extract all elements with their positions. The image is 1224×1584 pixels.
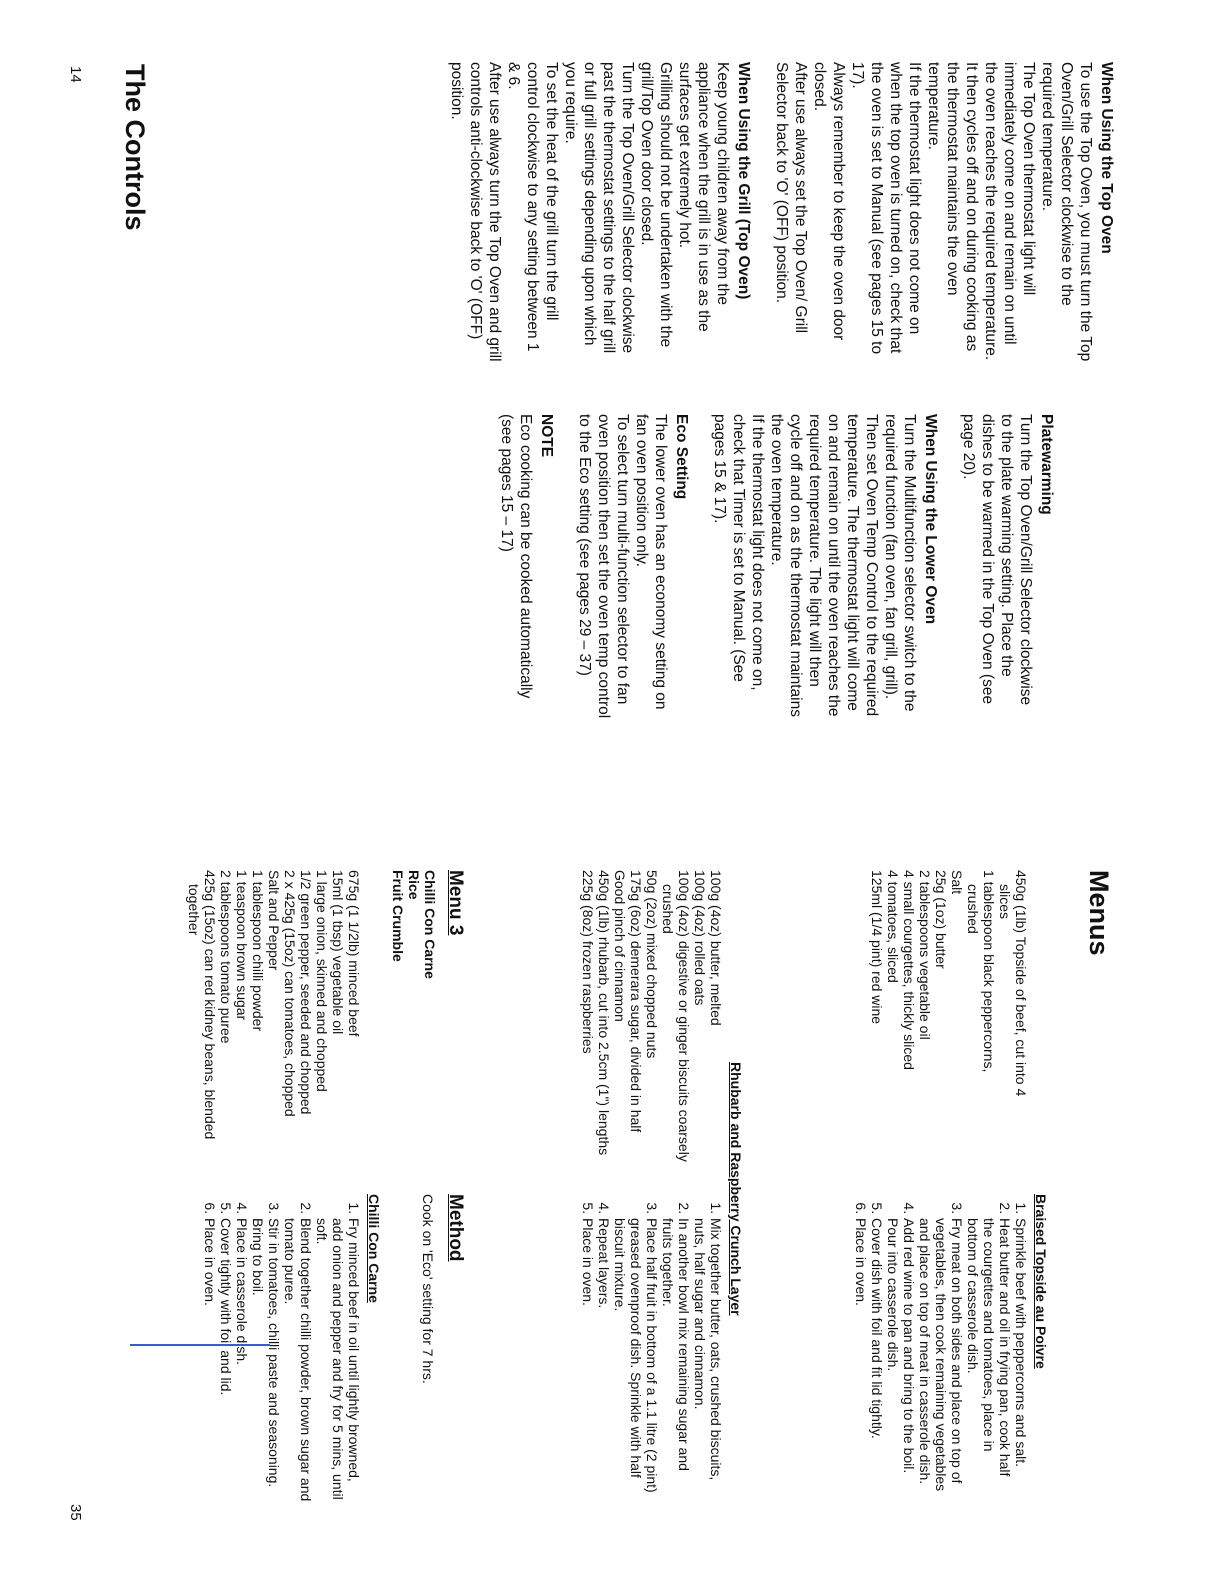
ingredient-item: 675g (1 1/2lb) minced beef (346, 870, 362, 1037)
ingredient-item: 2 tablespoons tomato puree (218, 870, 234, 1044)
paragraph: Eco cooking can be cooked automatically (see pages 15 – 17) (498, 414, 534, 699)
method-step: 2. Heat butter and oil in frying pan, cook half the courgettes and tomatoes, place in bottom of casserole dish. (965, 1218, 1013, 1494)
heading-top-oven: When Using the Top Oven (1098, 62, 1115, 254)
paragraph: Grilling should not be undertaken with the grill/Top Oven door closed. (638, 62, 674, 348)
recipe-heading-braised-topside: Braised Topside au Poivre (1033, 1194, 1049, 1369)
paragraph: Keep young children away from the appliance when the grill is in use as the surfaces get extremely hot. (676, 62, 731, 332)
method-step: 1. Fry minced beef in oil until lightly browned, add onion and pepper and fry for 5 mins, until soft. (314, 1218, 362, 1504)
paragraph: Turn the Top Oven/Grill Selector clockwise to the plate warming setting. Place the dishes to be warmed in the Top Oven (see page 20). (960, 414, 1034, 706)
paragraph: If the thermostat light does not come on when the top oven is turned on, check that the oven is set to Manual (see pages 15 to 17). (849, 62, 923, 355)
method-step: 4. Place in casserole dish. (234, 1218, 250, 1504)
paragraph: If the thermostat light does not come on, check that Timer is set to Manual. (See pages 15 & 17). (711, 414, 766, 691)
menu-item: Fruit Crumble (390, 870, 406, 962)
cook-instruction: Cook on 'Eco' setting for 7 hrs. (420, 1194, 436, 1384)
method-chilli (202, 1194, 362, 1504)
paragraph: Turn the Multifunction selector switch to the required function (fan oven, fan grill, grill). (882, 414, 918, 712)
heading-platewarming: Platewarming (1038, 414, 1055, 515)
ingredient-item: 1 tablespoon black peppercorns, crushed (965, 870, 997, 1073)
method-step: 5. Place in oven. (580, 1218, 596, 1494)
ingredient-item: 175g (6oz) demerara sugar, divided in half (628, 870, 644, 1133)
ingredient-item: 2 x 425g (15oz) can tomatoes, chopped (282, 870, 298, 1117)
page-title-menus: Menus (1084, 870, 1114, 956)
paragraph: After use always turn the Top Oven and grill controls anti-clockwise back to 'O' (OFF) position. (448, 62, 503, 362)
ingredient-item: 450g (1lb) rhubarb, cut into 2.5cm (1") lengths (596, 870, 612, 1156)
heading-note: NOTE (538, 414, 555, 458)
recipe-heading-rhubarb-crunch: Rhubarb and Raspberry Crunch Layer (728, 1062, 744, 1316)
ingredients-braised-topside (869, 870, 1029, 1118)
method-step: 3. Fry meat on both sides and place on top of vegetables, then cook remaining vegetables and place on top of meat in casserole dish. (917, 1218, 965, 1494)
ingredient-item: 125ml (1/4 pint) red wine (869, 870, 885, 1025)
paragraph: To select turn multi-function selector to fan oven position then set the oven temp control to the Eco setting (see pages 29 – 37) (576, 414, 631, 719)
controls-column-2 (497, 414, 1056, 719)
method-step: 5. Cover tightly with foil and lid. (218, 1218, 234, 1504)
ingredient-item: 4 small courgettes, thickly sliced (901, 870, 917, 1070)
method-step: 4. Repeat layers. (596, 1218, 612, 1494)
page-number: 14 (67, 66, 84, 83)
method-step: 2. Blend together chilli powder, brown sugar and tomato puree. (282, 1218, 314, 1504)
controls-column-1 (447, 62, 1116, 362)
ingredient-item: 2 tablespoons vegetable oil (917, 870, 933, 1040)
menu-3-items (390, 870, 438, 990)
paragraph: To use the Top Oven, you must turn the Top Oven/Grill Selector clockwise to the required temperature. (1039, 62, 1094, 362)
method-step: 5. Cover dish with foil and fit lid tightly. (869, 1218, 885, 1494)
method-step: 6. Place in oven. (853, 1218, 869, 1494)
edge-rule (130, 1344, 270, 1346)
method-heading: Method (445, 1194, 466, 1262)
paragraph: Always remember to keep the oven door closed. (811, 62, 847, 341)
ingredient-item: Good pinch of cinnamon (612, 870, 628, 1022)
method-step: 3. Stir in tomatoes, chilli paste and seasoning. Bring to boil. (250, 1218, 282, 1504)
method-step: 3. Place half fruit in bottom of a 1.1 litre (2 pint) greased ovenproof dish. Sprinkle with half biscuit mixture. (612, 1218, 660, 1494)
method-braised-topside (853, 1194, 1029, 1494)
ingredient-item: Salt (949, 870, 965, 895)
recipe-heading-chilli: Chilli Con Carne (366, 1194, 382, 1303)
ingredient-item: 1 tablespoon chilli powder (250, 870, 266, 1032)
ingredient-item: 1 large onion, skinned and chopped (314, 870, 330, 1092)
method-step: 2. In another bowl mix remaining sugar and fruits together. (660, 1218, 692, 1494)
method-rhubarb-crunch (580, 1194, 724, 1494)
ingredient-item: 1/2 green pepper, seeded and chopped (298, 870, 314, 1115)
heading-eco-setting: Eco Setting (673, 414, 690, 500)
paragraph: Turn the Top Oven/Grill Selector clockwise past the thermostat settings to the half grill or full grill settings depending upon which you require. (562, 62, 636, 354)
ingredient-item: 25g (1oz) butter (933, 870, 949, 969)
heading-lower-oven: When Using the Lower Oven (922, 414, 939, 625)
ingredient-item: 100g (4oz) digestive or ginger biscuits coarsely crushed (660, 870, 692, 1162)
method-step: 1. Mix together butter, oats, crushed biscuits, nuts, half sugar and cinnamon. (692, 1218, 724, 1494)
heading-grill: When Using the Grill (Top Oven) (735, 62, 752, 300)
ingredient-item: 50g (2oz) mixed chopped nuts (644, 870, 660, 1059)
page-number: 35 (67, 1504, 84, 1521)
menu-3-heading: Menu 3 (445, 870, 466, 936)
ingredients-rhubarb-crunch (580, 870, 724, 1170)
menu-item: Chilli Con Carne (422, 870, 438, 979)
method-step: 4. Add red wine to pan and bring to the boil. Pour into casserole dish. (885, 1218, 917, 1494)
ingredient-item: 450g (1lb) Topside of beef, cut into 4 slices (997, 870, 1029, 1097)
method-step: 1. Sprinkle beef with peppercorns and salt. (1013, 1218, 1029, 1494)
page-title-controls: The Controls (120, 64, 150, 231)
ingredient-item: 100g (4oz) rolled oats (692, 870, 708, 1006)
ingredient-item: 4 tomatoes, sliced (885, 870, 901, 983)
paragraph: After use always set the Top Oven/ Grill Selector back to 'O' (OFF) position. (773, 62, 809, 334)
ingredient-item: 1 teaspoon brown sugar (234, 870, 250, 1021)
paragraph: The lower oven has an economy setting on fan oven position only. (633, 414, 669, 710)
ingredients-chilli (186, 870, 362, 1180)
ingredient-item: 100g (4oz) butter, melted (708, 870, 724, 1026)
page-menus (0, 792, 1224, 1584)
menu-item: Rice (406, 870, 422, 900)
ingredient-item: 15ml (1 tbsp) vegetable oil (330, 870, 346, 1035)
paragraph: Then set Oven Temp Control to the required temperature. The thermostat light will come on and remain on until the oven reaches the required temperature. The light will then cycle off and on as the thermostat maintains the oven temperature. (768, 414, 880, 717)
paragraph: It then cycles off and on during cooking as the thermostat maintains the oven temperature. (925, 62, 980, 352)
method-step: 6. Place in oven. (202, 1218, 218, 1504)
paragraph: The Top Oven thermostat light will immediately come on and remain on until the oven reaches the required temperature. (982, 62, 1037, 361)
ingredient-item: Salt and Pepper (266, 870, 282, 971)
ingredient-item: 225g (8oz) frozen raspberries (580, 870, 596, 1054)
paragraph: To set the heat of the grill turn the grill control clockwise to any setting between 1 & 6. (505, 62, 560, 352)
ingredient-item: 425g (15oz) can red kidney beans, blended together (186, 870, 218, 1140)
